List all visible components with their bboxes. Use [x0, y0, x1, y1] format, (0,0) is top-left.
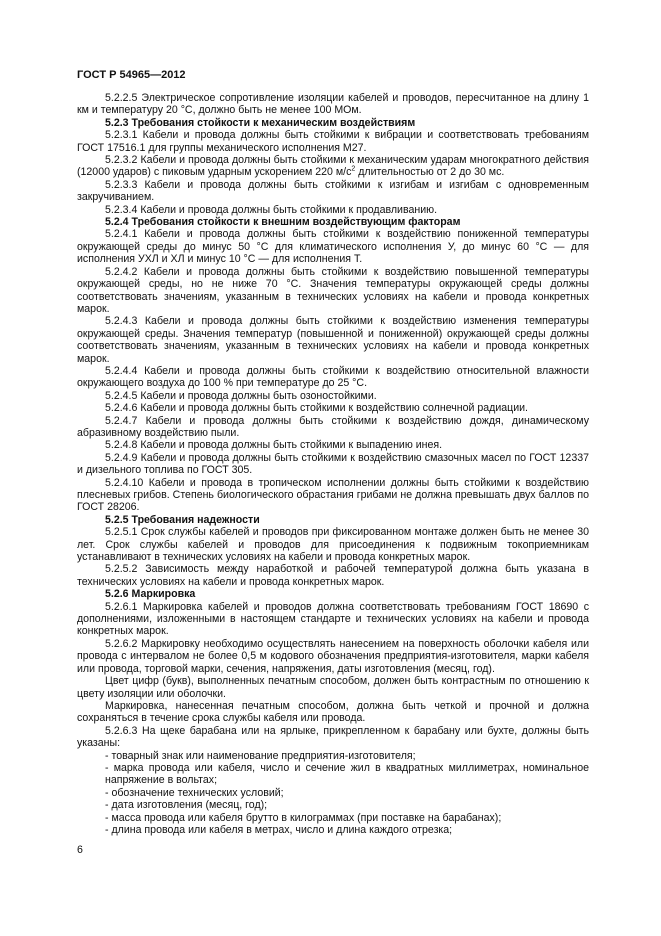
list-item: - масса провода или кабеля брутто в килограммах (при поставке на барабанах);: [105, 811, 502, 824]
paragraph-text: 5.2.3.2 Кабели и провода должны быть стойкими к механическим ударам многократного действия (12000 ударов) с пиковым ударным ускорением 220 м/с: [77, 154, 589, 179]
paragraph: 5.2.5.2 Зависимость между наработкой и рабочей температурой должна быть указана в технических условиях на кабели и провода конкретных марок.: [77, 563, 589, 588]
paragraph: 5.2.6.3 На щеке барабана или на ярлыке, прикрепленном к барабану или бухте, должны быть указаны:: [77, 724, 589, 750]
paragraph: 5.2.3.1 Кабели и провода должны быть стойкими к вибрации и соответствовать требованиям ГОСТ 17516.1 для группы механического исполнения М27.: [77, 129, 589, 154]
list-item: - обозначение технических условий;: [105, 786, 284, 799]
document-body: [77, 92, 589, 836]
page-number: 6: [77, 844, 83, 856]
list-item: - товарный знак или наименование предприятия-изготовителя;: [105, 749, 416, 762]
section-heading: 5.2.3 Требования стойкости к механическим воздействиям: [105, 116, 416, 129]
paragraph: 5.2.3.4 Кабели и провода должны быть стойкими к продавливанию.: [105, 203, 438, 216]
paragraph: [77, 154, 589, 179]
paragraph: 5.2.4.9 Кабели и провода должны быть стойкими к воздействию смазочных масел по ГОСТ 12337 и дизельного топлива по ГОСТ 305.: [77, 451, 589, 477]
section-heading: 5.2.4 Требования стойкости к внешним воздействующим факторам: [105, 216, 461, 229]
paragraph-text: длительностью от 2 до 30 мс.: [355, 166, 505, 179]
paragraph: 5.2.4.8 Кабели и провода должны быть стойкими к выпадению инея.: [105, 439, 443, 452]
paragraph: 5.2.4.3 Кабели и провода должны быть стойкими к воздействию изменения температуры окружающей среды. Значения температур (повышенной и пониженной) окружающей среды должны соответствовать значениям, указанным в технических условиях на кабели и провода конкретных марок.: [77, 315, 589, 365]
paragraph: 5.2.4.1 Кабели и провода должны быть стойкими к воздействию пониженной температуры окружающей среды до минус 50 °С для климатического исполнения У, до минус 60 °С — для исполнения УХЛ и ХЛ и минус 10 °С — для исполнения Т.: [77, 228, 589, 266]
paragraph: 5.2.6.2 Маркировку необходимо осуществлять нанесением на поверхность оболочки кабеля или провода с интервалом не более 0,5 м кодового обозначения предприятия-изготовителя, марки кабеля или провода, торговой марки, сечения, напряжения, даты изготовления (месяц, год).: [77, 637, 589, 675]
list-item: - дата изготовления (месяц, год);: [105, 799, 268, 812]
paragraph: 5.2.3.3 Кабели и провода должны быть стойкими к изгибам и изгибам с одновременным закручиванием.: [77, 178, 589, 204]
paragraph: Цвет цифр (букв), выполненных печатным способом, должен быть контрастным по отношению к цвету изоляции или оболочки.: [77, 675, 589, 700]
section-heading: 5.2.5 Требования надежности: [105, 513, 260, 526]
paragraph: 5.2.4.10 Кабели и провода в тропическом исполнении должны быть стойкими к воздействию плесневых грибов. Степень биологического обрастания грибами не должна превышать двух баллов по ГОСТ 28206.: [77, 476, 589, 514]
list-item: - длина провода или кабеля в метрах, число и длина каждого отрезка;: [105, 823, 453, 836]
paragraph: 5.2.5.1 Срок службы кабелей и проводов при фиксированном монтаже должен быть не менее 30 лет. Срок службы кабелей и проводов для присоединения к подвижным токоприемникам устанавливают в технических условиях на кабели и провода конкретных марок.: [77, 526, 589, 564]
paragraph: 5.2.4.7 Кабели и провода должны быть стойкими к воздействию дождя, динамическому абразивному воздействию пыли.: [77, 414, 589, 439]
section-heading: 5.2.6 Маркировка: [105, 588, 196, 601]
paragraph: 5.2.4.2 Кабели и провода должны быть стойкими к воздействию повышенной температуры окружающей среды, но не ниже 70 °С. Значения температуры окружающей среды должны соответствовать значениям, указанным в технических условиях на кабели и провода конкретных марок.: [77, 265, 589, 315]
paragraph: Маркировка, нанесенная печатным способом, должна быть четкой и прочной и должна сохраняться в течение срока службы кабеля или провода.: [77, 699, 589, 725]
paragraph: 5.2.4.5 Кабели и провода должны быть озоностойкими.: [105, 389, 377, 402]
paragraph: 5.2.6.1 Маркировка кабелей и проводов должна соответствовать требованиям ГОСТ 18690 с дополнениями, изложенными в настоящем стандарте и технических условиях на кабели и провода конкретных марок.: [77, 600, 589, 638]
document-header: ГОСТ Р 54965—2012: [77, 69, 186, 81]
superscript: 2: [351, 165, 356, 173]
list-item: - марка провода или кабеля, число и сечение жил в квадратных миллиметрах, номинальное напряжение в вольтах;: [105, 761, 589, 787]
paragraph: 5.2.2.5 Электрическое сопротивление изоляции кабелей и проводов, пересчитанное на длину 1 км и температуру 20 °С, должно быть не менее 100 МОм.: [77, 92, 589, 117]
paragraph: 5.2.4.4 Кабели и провода должны быть стойкими к воздействию относительной влажности окружающего воздуха до 100 % при температуре до 25 °С.: [77, 364, 589, 390]
paragraph: 5.2.4.6 Кабели и провода должны быть стойкими к воздействию солнечной радиации.: [105, 402, 528, 415]
